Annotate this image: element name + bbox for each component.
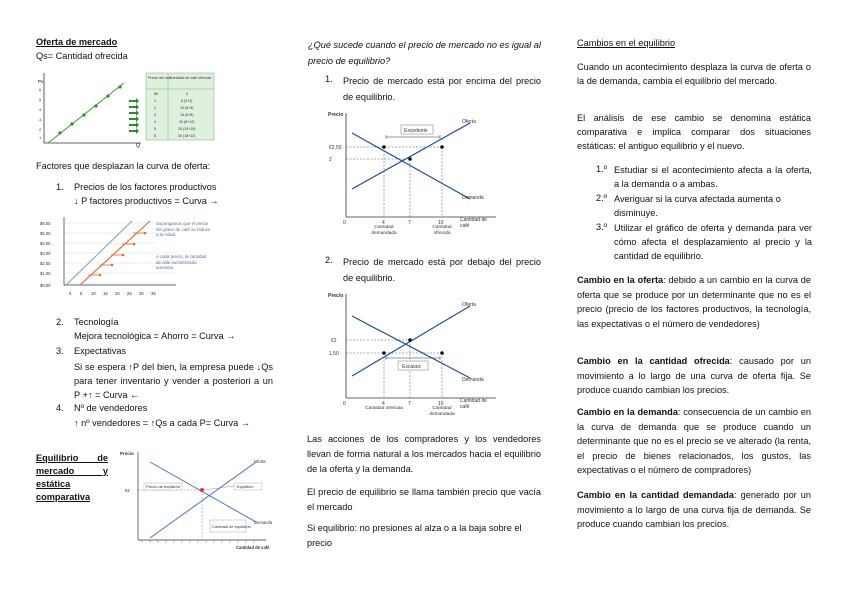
fig4-qs: Cantidad ofrecida: [432, 225, 452, 236]
fig1-header: Cantidad de café ofrecida: [170, 76, 211, 80]
factor-item-3-number: 3.: [56, 346, 64, 356]
surplus-figure: [326, 107, 506, 242]
fig2-ytick: $4.00: [40, 241, 51, 246]
fig2-ytick: $6.00: [40, 221, 51, 226]
fig2-xtick: 35: [151, 291, 156, 296]
fig3-cantidad-eq: Cantidad de equilibrio: [212, 524, 251, 529]
fig2-ytick: $2.00: [40, 261, 51, 266]
fig1-cell: 6 (3+3): [181, 99, 193, 103]
cambio-demanda-paragraph: [577, 405, 811, 478]
fig1-cell: 2: [154, 106, 156, 110]
shortage-figure: [326, 288, 506, 421]
fig1-ylabel: Px: [38, 79, 44, 84]
fig1-ytick: 1: [39, 135, 42, 140]
fig1-cell: 25 (10+15): [178, 127, 196, 131]
market-question: ¿Qué sucede cuando el precio de mercado no es igual al precio de equilibrio?: [308, 40, 541, 66]
fig4-xlabel: Cantidad de café: [460, 217, 487, 229]
fig1-cell: $0: [154, 92, 158, 96]
equilibrium-figure: [116, 448, 282, 552]
fig5-p-low: 1,50: [329, 351, 339, 357]
fig3-price: €2: [125, 488, 130, 493]
factor-item-1-title: Precios de los factores productivos: [74, 182, 217, 192]
fig2-xtick: 15: [103, 291, 108, 296]
factor-item-3-title: Expectativas: [74, 346, 127, 356]
fig4-qd: Cantidad demandada: [371, 225, 397, 236]
step-1-number: 1.º: [596, 164, 608, 174]
fig1-header: Precio del café: [148, 76, 172, 80]
fig1-cell: 20 (8+12): [179, 120, 195, 124]
cambio-cantidad-demandada-paragraph: [577, 488, 811, 532]
cambio-demanda-text: : consecuencia de un cambio en la curva de demanda que se produce cuando un determinante que no es el precio se ve alterado (la renta, el precio de bienes relacionados, los gustos, las expectativas o el número de compradores): [577, 407, 811, 475]
fig4-xtick: 4: [382, 220, 385, 226]
fig2-ytick: $5.00: [40, 231, 51, 236]
paragraph-no-pressure: Si equilibrio: no presiones al alza o a la baja sobre el precio: [307, 523, 522, 548]
fig1-cell: 5: [154, 127, 156, 131]
factor-item-2-line: Mejora tecnológica = Ahorro = Curva →: [74, 331, 236, 341]
fig4-excedente: Excedente: [404, 128, 428, 134]
step-3-number: 3.º: [596, 222, 608, 232]
fig1-cell: 4: [154, 120, 156, 124]
fig1-cell: 30 (18+12): [178, 134, 196, 138]
step-2-number: 2.º: [596, 193, 608, 203]
factor-item-3-text: Si se espera ↑P del bien, la empresa puede ↓Qs para tener inventario y vender a posteriori a un P +↑ = Curva ←: [74, 362, 273, 400]
fig5-escasez: Escasez: [402, 364, 421, 370]
fig1-ytick: 6: [39, 87, 42, 92]
fig2-ytick: $1.00: [40, 271, 51, 276]
fig3-demanda: Demanda: [254, 520, 273, 525]
fig1-cell: 1: [154, 99, 156, 103]
fig4-oferta: Oferta: [462, 119, 476, 125]
fig3-xlabel: Cantidad de café: [236, 545, 270, 550]
fig4-xtick: 0: [343, 220, 346, 226]
fig5-demanda: Demanda: [462, 377, 484, 383]
fig2-xtick: 25: [127, 291, 132, 296]
fig2-xtick: 10: [91, 291, 96, 296]
equilibrium-title-line-1: Equilibrio de: [36, 453, 108, 463]
cambio-oferta-label: Cambio en la oferta: [577, 275, 664, 285]
step-1-text: Estudiar si el acontecimiento afecta a la oferta, a la demanda o a ambas.: [614, 165, 812, 189]
fig1-ytick: 4: [39, 107, 42, 112]
cambio-cantidad-demandada-text: : generado por un movimiento a lo largo de una curva fija de demanda. Se produce cuando cambian los precios.: [577, 490, 811, 529]
fig4-xtick: 10: [438, 220, 444, 226]
fig4-p-high: €2,50: [329, 145, 342, 151]
fig1-cell: 16 (8+8): [180, 113, 194, 117]
cambio-cantidad-ofrecida-label: Cambio en la cantidad ofrecida: [577, 356, 730, 366]
section-title-cambios: Cambios en el equilibrio: [577, 38, 676, 48]
step-2-text: Averiguar si la curva afectada aumenta o disminuye.: [614, 194, 781, 218]
case-2-text: Precio de mercado está por debajo del precio de equilibrio.: [343, 257, 541, 283]
fig2-xtick: 0: [69, 291, 72, 296]
factor-item-2-title: Tecnología: [74, 317, 119, 327]
fig2-xtick: 5: [80, 291, 83, 296]
fig1-xlabel: Q: [136, 143, 140, 148]
fig4-demanda: Demanda: [462, 195, 484, 201]
case-2-number: 2.: [325, 255, 333, 265]
cambio-cantidad-demandada-label: Cambio en la cantidad demandada: [577, 490, 735, 500]
factor-item-4-number: 4.: [56, 403, 64, 413]
cambio-cantidad-ofrecida-paragraph: [577, 354, 811, 398]
fig1-cell: 10 (6+4): [180, 106, 194, 110]
fig2-note1: Supongamos que el precio del grano de café se reduce a la mitad.: [156, 221, 211, 238]
fig5-qd: Cantidad demandada: [429, 406, 455, 417]
fig1-ytick: 3: [39, 117, 42, 122]
qs-definition: Qs= Cantidad ofrecida: [36, 51, 128, 61]
paragraph-actions: Las acciones de los compradores y los vendedores llevan de forma natural a los mercados hacia el equilibrio de la oferta y la demanda.: [307, 434, 541, 474]
fig4-p-eq: 2: [329, 157, 332, 163]
factors-intro: Factores que desplazan la curva de oferta:: [36, 161, 211, 171]
factor-item-1-number: 1.: [56, 182, 64, 192]
fig1-ytick: 2: [39, 127, 42, 132]
factor-item-2-number: 2.: [56, 317, 64, 327]
paragraph-clearing-price: El precio de equilibrio se llama también precio que vacía el mercado: [307, 487, 541, 512]
factor-item-4-line: ↑ nº vendedores = ↑Qs a cada P= Curva →: [74, 418, 250, 428]
cambio-cantidad-ofrecida-text: : causado por un movimiento a lo largo de una curva de oferta fija. Se produce cuando cambian los precios.: [577, 356, 811, 395]
cambios-p2: El análisis de ese cambio se denomina estática comparativa e implica comparar dos situaciones estáticas: el antiguo equilibrio y el nuevo.: [577, 113, 811, 151]
fig4-xtick: 7: [408, 220, 411, 226]
fig5-xtick: 10: [438, 401, 444, 407]
fig5-xlabel: Cantidad de café: [460, 398, 487, 410]
equilibrium-title-line-2: mercado y: [36, 466, 108, 476]
fig5-p-eq: €2: [331, 338, 337, 344]
fig2-ytick: $0.00: [40, 283, 51, 288]
fig2-xtick: 20: [115, 291, 120, 296]
cambio-oferta-paragraph: [577, 273, 811, 331]
fig5-xtick: 7: [408, 401, 411, 407]
supply-shift-figure: [36, 213, 216, 303]
supply-curve-figure: [36, 69, 216, 148]
fig2-xtick: 30: [139, 291, 144, 296]
fig2-ytick: $3.00: [40, 251, 51, 256]
equilibrium-title-line-4: comparativa: [36, 492, 91, 502]
fig2-note2: A cada precio, la cantidad de café suministrada aumenta: [156, 254, 207, 271]
fig5-xtick: 0: [343, 401, 346, 407]
fig1-cell: 6: [154, 134, 156, 138]
cambios-p1: Cuando un acontecimiento desplaza la curva de oferta o la de demanda, cambia el equilibrio del mercado.: [577, 62, 811, 86]
fig3-equilibrio: Equilibrio: [237, 484, 254, 489]
fig1-cell: 0: [186, 92, 188, 96]
step-3-text: Utilizar el gráfico de oferta y demanda para ver cómo afecta el desplazamiento al precio y la cantidad de equilibrio.: [614, 223, 812, 261]
section-title-oferta: Oferta de mercado: [36, 37, 118, 47]
fig3-precio-eq: Precio de equilibrio: [146, 484, 181, 489]
fig5-oferta: Oferta: [462, 302, 476, 308]
fig3-oferta: Oferta: [254, 459, 266, 464]
cambio-demanda-label: Cambio en la demanda: [577, 407, 678, 417]
equilibrium-title-line-3: estática: [36, 479, 71, 489]
case-1-text: Precio de mercado está por encima del precio de equilibrio.: [343, 76, 541, 102]
factor-item-4-title: Nº de vendedores: [74, 403, 148, 413]
fig1-cell: 3: [154, 113, 156, 117]
factor-item-1-line: ↓ P factores productivos = Curva →: [74, 196, 219, 206]
fig5-xtick: 4: [382, 401, 385, 407]
fig3-ylabel: Precio: [120, 451, 134, 456]
case-1-number: 1.: [325, 74, 333, 84]
fig5-ylabel: Precio: [328, 293, 344, 299]
fig5-qs: Cantidad ofrecida: [365, 406, 403, 411]
cambio-oferta-text: : debido a un cambio en la curva de oferta que se produce por un determinante que no es el precio (precio de los factores productivos, la tecnología, las expectativas o el número de vendedores): [577, 275, 811, 329]
fig1-ytick: 5: [39, 97, 42, 102]
fig4-ylabel: Precio: [328, 112, 344, 118]
